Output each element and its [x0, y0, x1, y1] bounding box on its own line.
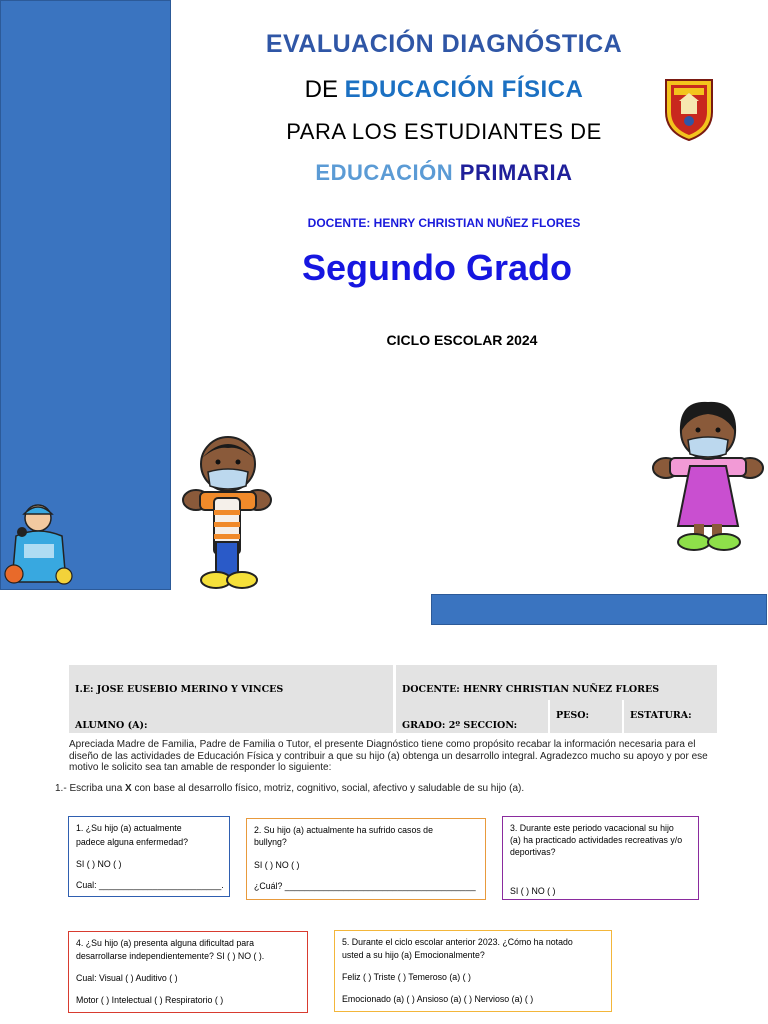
title-educacion-word: EDUCACIÓN: [315, 160, 454, 185]
info-cell-grado: [396, 700, 548, 733]
docente-heading: DOCENTE: HENRY CHRISTIAN NUÑEZ FLORES: [307, 216, 581, 230]
info-cell-peso: [550, 700, 622, 733]
instruction-after: con base al desarrollo físico, motriz, cognitivo, social, afectivo y saludable de su hijo (a).: [131, 783, 525, 794]
q2-cual[interactable]: ¿Cuál? _______________________________________: [254, 881, 476, 891]
q1-line1: 1. ¿Su hijo (a) actualmente: [76, 823, 182, 833]
sports-mascot-icon: [2, 500, 78, 590]
title-primaria-word: PRIMARIA: [459, 160, 573, 185]
girl-illustration-icon: [650, 396, 766, 558]
title-estudiantes: PARA LOS ESTUDIANTES DE: [286, 119, 602, 144]
question-box-2: [246, 818, 486, 900]
decorative-blue-bar: [431, 594, 767, 625]
q3-line1: 3. Durante este periodo vacacional su hijo: [510, 823, 674, 833]
question-box-1: [68, 816, 230, 897]
grade-title: Segundo Grado: [302, 247, 572, 288]
grado-label: GRADO: 2º SECCION:: [402, 720, 518, 731]
q3-line2: (a) ha practicado actividades recreativas y/o: [510, 835, 683, 845]
intro-paragraph: Apreciada Madre de Familia, Padre de Familia o Tutor, el presente Diagnóstico tiene como propósito recabar la información necesaria para el diseño de las actividades de Educación Física y contribuir a que su hijo (a) obtenga un desarrollo integral. Agradezco mucho su apoyo y por ese motivo le solicito sea tan amable de responder lo siguiente:: [69, 739, 708, 773]
q3-options[interactable]: SI ( ) NO ( ): [510, 886, 556, 896]
boy-illustration-icon: [176, 428, 276, 593]
instruction-before: 1.- Escriba una: [55, 783, 126, 794]
alumno-label: ALUMNO (A):: [75, 720, 148, 731]
q1-cual[interactable]: Cual: _________________________.: [76, 880, 224, 890]
docente-label: DOCENTE: HENRY CHRISTIAN NUÑEZ FLORES: [402, 684, 660, 695]
q1-line2: padece alguna enfermedad?: [76, 837, 189, 847]
q5-line2: usted a su hijo (a) Emocionalmente?: [342, 950, 485, 960]
info-cell-ie: [69, 665, 393, 733]
estatura-label: ESTATURA:: [630, 710, 692, 721]
info-cell-docente: [396, 665, 717, 700]
question-box-4: [68, 931, 308, 1013]
q4-line4[interactable]: Motor ( ) Intelectual ( ) Respiratorio ( ): [76, 995, 224, 1005]
q2-line1: 2. Su hijo (a) actualmente ha sufrido casos de: [254, 825, 433, 835]
q4-line2[interactable]: desarrollarse independientemente? SI ( ) NO ( ).: [76, 951, 265, 961]
q4-line1: 4. ¿Su hijo (a) presenta alguna dificultad para: [76, 938, 254, 948]
ie-label: I.E: JOSE EUSEBIO MERINO Y VINCES: [75, 684, 284, 695]
title-evaluacion: EVALUACIÓN DIAGNÓSTICA: [265, 30, 623, 58]
ciclo-escolar: CICLO ESCOLAR 2024: [386, 332, 538, 348]
q5-line4[interactable]: Emocionado (a) ( ) Ansioso (a) ( ) Nervioso (a) ( ): [342, 994, 534, 1004]
peso-label: PESO:: [556, 710, 590, 721]
title-prefix: DE: [304, 76, 338, 103]
q1-options[interactable]: SI ( ) NO ( ): [76, 859, 122, 869]
title-emphasis: EDUCACIÓN FÍSICA: [344, 76, 584, 103]
q3-line3: deportivas?: [510, 847, 556, 857]
q2-options[interactable]: SI ( ) NO ( ): [254, 860, 300, 870]
q2-line2: bullyng?: [254, 837, 287, 847]
q4-line3[interactable]: Cual: Visual ( ) Auditivo ( ): [76, 973, 178, 983]
question-box-5: [334, 930, 612, 1012]
title-primaria: [171, 160, 717, 186]
info-cell-estatura: [624, 700, 717, 733]
instruction-text: [55, 783, 735, 794]
title-educacion-fisica: [171, 76, 717, 104]
q5-line3[interactable]: Feliz ( ) Triste ( ) Temeroso (a) ( ): [342, 972, 471, 982]
instruction-mark: X: [125, 783, 132, 794]
q5-line1: 5. Durante el ciclo escolar anterior 2023. ¿Cómo ha notado: [342, 937, 573, 947]
school-crest-icon: [662, 74, 716, 142]
question-box-3: [502, 816, 699, 900]
